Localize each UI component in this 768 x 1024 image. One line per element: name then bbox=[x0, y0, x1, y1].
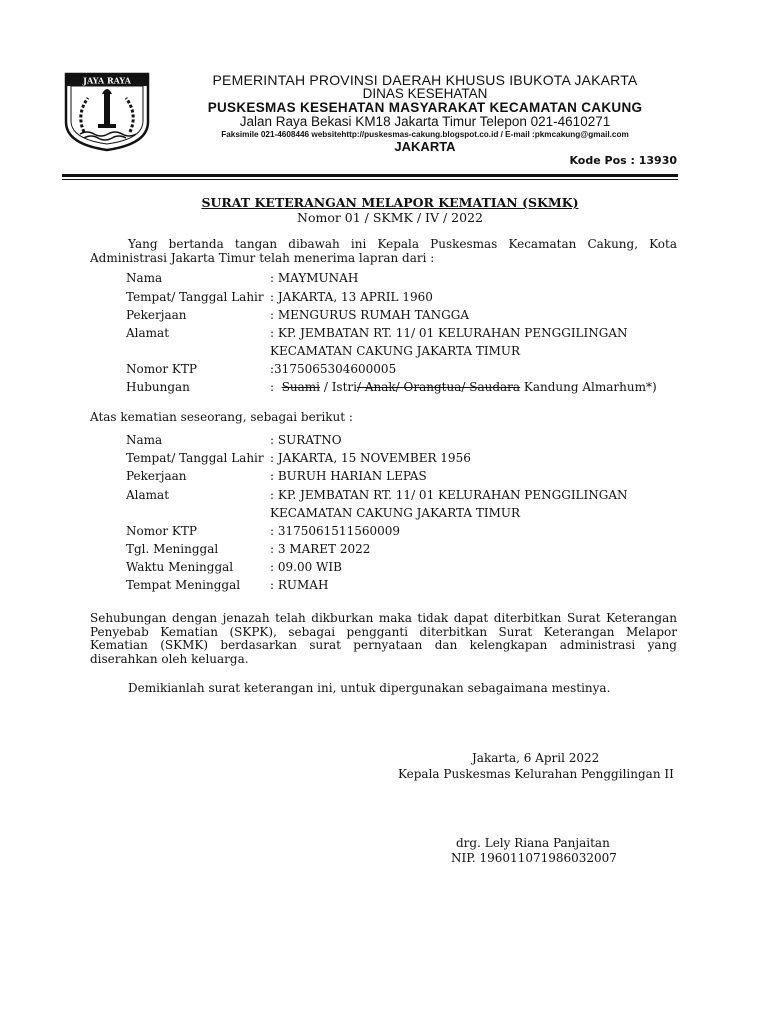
document-number: Nomor 01 / SKMK / IV / 2022 bbox=[297, 210, 483, 225]
deceased-name-label: Nama bbox=[126, 433, 163, 447]
death-time-value: : 09.00 WIB bbox=[270, 560, 342, 574]
death-time-label: Waktu Meninggal bbox=[126, 560, 234, 574]
reporter-job-label: Pekerjaan bbox=[126, 308, 187, 322]
relation-struck-options: / Anak/ Orangtua/ Saudara bbox=[356, 380, 521, 394]
reporter-name-value: : MAYMUNAH bbox=[270, 271, 359, 285]
death-date-value: : 3 MARET 2022 bbox=[270, 542, 371, 556]
deceased-ktp-label: Nomor KTP bbox=[126, 524, 197, 538]
header-department-line: DINAS KESEHATAN bbox=[362, 86, 488, 101]
signatory-name: drg. Lely Riana Panjaitan bbox=[456, 836, 610, 850]
explanation-paragraph: Sehubungan dengan jenazah telah dikburkan maka tidak dapat diterbitkan Surat Keterangan Penyebab Kematian (SKPK), sebagai pengganti diterbitkan Surat Keterangan Melapor Kematian (SKMK) berdasarkan surat pernyataan dan kelengkapan administrasi yang diserahkan oleh keluarga. bbox=[90, 611, 677, 666]
signature-place-date: Jakarta, 6 April 2022 bbox=[472, 751, 600, 765]
reporter-address-line2: KECAMATAN CAKUNG JAKARTA TIMUR bbox=[270, 344, 521, 358]
death-intro: Atas kematian seseorang, sebagai berikut : bbox=[90, 410, 353, 424]
header-divider-thin bbox=[62, 179, 678, 180]
deceased-birth-value: : JAKARTA, 15 NOVEMBER 1956 bbox=[270, 451, 471, 465]
deceased-address-line2: KECAMATAN CAKUNG JAKARTA TIMUR bbox=[270, 506, 521, 520]
relation-selected-option: / Istri bbox=[320, 380, 357, 394]
relation-suffix: Kandung Almarhum*) bbox=[520, 380, 657, 394]
header-address-line: Jalan Raya Bekasi KM18 Jakarta Timur Telepon 021-4610271 bbox=[239, 114, 611, 129]
header-contact-line: Faksimile 021-4608446 websitehttp://puskesmas-cakung.blogspot.co.id / E-mail :pkmcakung@gmail.com bbox=[221, 130, 629, 139]
deceased-address-line1: : KP. JEMBATAN RT. 11/ 01 KELURAHAN PENGGILINGAN bbox=[270, 488, 628, 502]
reporter-birth-label: Tempat/ Tanggal Lahir bbox=[126, 290, 264, 304]
death-date-label: Tgl. Meninggal bbox=[126, 542, 219, 556]
header-government-line: PEMERINTAH PROVINSI DAERAH KHUSUS IBUKOTA JAKARTA bbox=[212, 72, 638, 88]
deceased-ktp-value: : 3175061511560009 bbox=[270, 524, 401, 538]
reporter-job-value: : MENGURUS RUMAH TANGGA bbox=[270, 308, 470, 322]
deceased-birth-label: Tempat/ Tanggal Lahir bbox=[126, 451, 264, 465]
deceased-job-label: Pekerjaan bbox=[126, 469, 187, 483]
death-place-value: : RUMAH bbox=[270, 578, 329, 592]
reporter-name-label: Nama bbox=[126, 271, 163, 285]
closing-paragraph: Demikianlah surat keterangan ini, untuk dipergunakan sebagaimana mestinya. bbox=[128, 681, 611, 695]
relation-struck-option: Suami bbox=[281, 380, 321, 394]
signatory-nip: NIP. 196011071986032007 bbox=[451, 851, 617, 865]
document-title: SURAT KETERANGAN MELAPOR KEMATIAN (SKMK) bbox=[201, 195, 579, 210]
reporter-ktp-value: :3175065304600005 bbox=[270, 362, 397, 376]
deceased-name-value: : SURATNO bbox=[270, 433, 342, 447]
reporter-address-line1: : KP. JEMBATAN RT. 11/ 01 KELURAHAN PENGGILINGAN bbox=[270, 326, 628, 340]
deceased-job-value: : BURUH HARIAN LEPAS bbox=[270, 469, 427, 483]
deceased-address-label: Alamat bbox=[126, 488, 170, 502]
header-institution-line: PUSKESMAS KESEHATAN MASYARAKAT KECAMATAN CAKUNG bbox=[207, 100, 643, 115]
reporter-relation-label: Hubungan bbox=[126, 380, 190, 394]
signature-position: Kepala Puskesmas Kelurahan Penggilingan II bbox=[398, 767, 674, 781]
relation-colon: : bbox=[270, 380, 275, 394]
reporter-relation-value bbox=[270, 380, 657, 394]
header-city-line: JAKARTA bbox=[394, 139, 456, 154]
death-place-label: Tempat Meninggal bbox=[126, 578, 241, 592]
header-divider-thick bbox=[62, 174, 678, 177]
header-postal-code: Kode Pos : 13930 bbox=[569, 154, 677, 167]
jakarta-emblem-logo bbox=[62, 70, 152, 152]
reporter-address-label: Alamat bbox=[126, 326, 170, 340]
reporter-ktp-label: Nomor KTP bbox=[126, 362, 197, 376]
reporter-birth-value: : JAKARTA, 13 APRIL 1960 bbox=[270, 290, 433, 304]
intro-paragraph: Yang bertanda tangan dibawah ini Kepala Puskesmas Kecamatan Cakung, Kota Administrasi Jakarta Timur telah menerima lapran dari : bbox=[90, 237, 677, 265]
logo-lettering: JAYA RAYA bbox=[83, 75, 131, 86]
